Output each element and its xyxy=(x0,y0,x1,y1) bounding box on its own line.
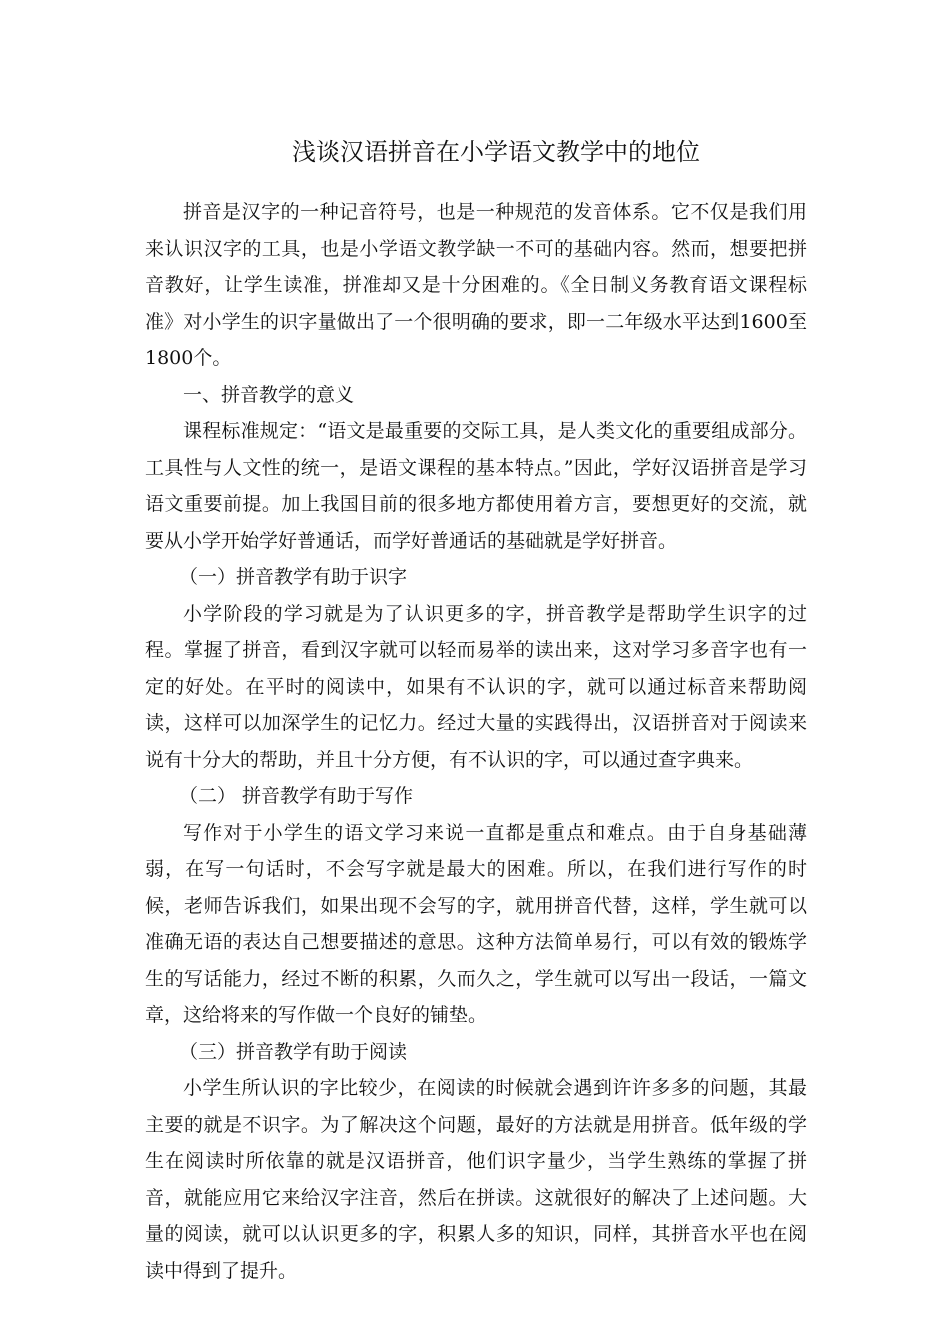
section-paragraph-significance: 课程标准规定：“语文是最重要的交际工具，是人类文化的重要组成部分。工具性与人文性的统一，是语文课程的基本特点。”因此，学好汉语拼音是学习语文重要前提。加上我国目前的很多地方都使用着方言，要想更好的交流，就要从小学开始学好普通话，而学好普通话的基础就是学好拼音。 xyxy=(145,420,807,552)
subsection-paragraph-writing: 写作对于小学生的语文学习来说一直都是重点和难点。由于自身基础薄弱，在写一句话时，不会写字就是最大的困难。所以，在我们进行写作的时候，老师告诉我们，如果出现不会写的字，就用拼音代替，这样，学生就可以准确无语的表达自己想要描述的意思。这种方法简单易行，可以有效的锻炼学生的写话能力，经过不断的积累，久而久之，学生就可以写出一段话，一篇文章，这给将来的写作做一个良好的铺垫。 xyxy=(145,821,807,1026)
subsection-paragraph-literacy: 小学阶段的学习就是为了认识更多的字，拼音教学是帮助学生识字的过程。掌握了拼音，看到汉字就可以轻而易举的读出来，这对学习多音字也有一定的好处。在平时的阅读中，如果有不认识的字，就可以通过标音来帮助阅读，这样可以加深学生的记忆力。经过大量的实践得出，汉语拼音对于阅读来说有十分大的帮助，并且十分方便，有不认识的字，可以通过查字典来。 xyxy=(145,602,807,771)
subsection-heading-reading: （三）拼音教学有助于阅读 xyxy=(179,1040,408,1063)
subsection-paragraph-reading: 小学生所认识的字比较少，在阅读的时候就会遇到许许多多的问题，其最主要的就是不识字。为了解决这个问题，最好的方法就是用拼音。低年级的学生在阅读时所依靠的就是汉语拼音，他们识字量少，当学生熟练的掌握了拼音，就能应用它来给汉字注音，然后在拼读。这就很好的解决了上述问题。大量的阅读，就可以认识更多的字，积累人多的知识，同样，其拼音水平也在阅读中得到了提升。 xyxy=(145,1077,807,1282)
document-title: 浅谈汉语拼音在小学语文教学中的地位 xyxy=(292,138,700,166)
subsection-heading-literacy: （一）拼音教学有助于识字 xyxy=(179,566,408,588)
document-page xyxy=(145,128,807,1289)
intro-paragraph: 拼音是汉字的一种记音符号，也是一种规范的发音体系。它不仅是我们用来认识汉字的工具，也是小学语文教学缺一不可的基础内容。然而，想要把拼音教好，让学生读准，拼准却又是十分困难的。《全日制义务教育语文课程标准》对小学生的识字量做出了一个很明确的要求，即一二年级水平达到1600至1800个。 xyxy=(145,201,807,369)
section-heading-significance: 一、拼音教学的意义 xyxy=(183,383,355,406)
subsection-heading-writing: （二） 拼音教学有助于写作 xyxy=(179,785,414,807)
